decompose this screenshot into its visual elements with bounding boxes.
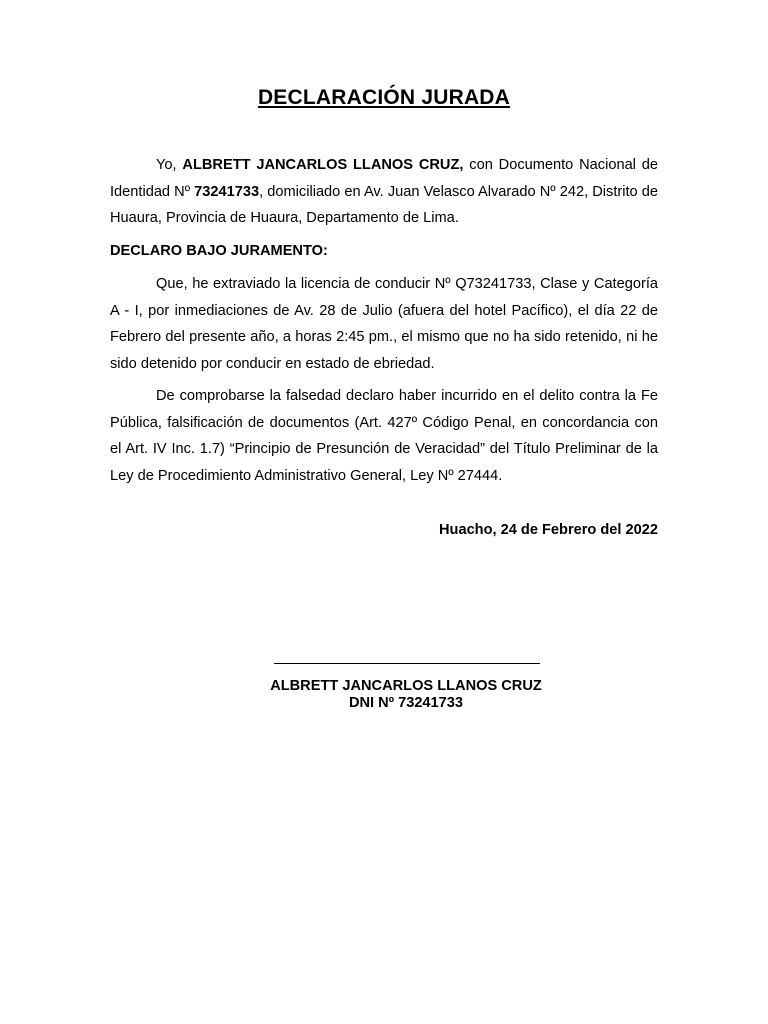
signature-dni: DNI Nº 73241733 bbox=[348, 695, 464, 711]
identity-text-a: con Documento Nacional de Identidad Nº bbox=[110, 157, 659, 200]
declarant-dni: 73241733 bbox=[194, 183, 260, 200]
declarant-name: ALBRETT JANCARLOS LLANOS CRUZ, bbox=[182, 157, 464, 173]
declaration-heading: DECLARO BAJO JURAMENTO: bbox=[110, 243, 328, 259]
signature-name: ALBRETT JANCARLOS LLANOS CRUZ bbox=[270, 678, 542, 694]
identity-paragraph bbox=[110, 152, 658, 232]
place-date: Huacho, 24 de Febrero del 2022 bbox=[439, 522, 658, 538]
document-title: DECLARACIÓN JURADA bbox=[257, 86, 511, 109]
loss-paragraph: Que, he extraviado la licencia de conducir Nº Q73241733, Clase y Categoría A - I, por inmediaciones de Av. 28 de Julio (afuera del hotel Pacífico), el día 22 de Febrero del presente año, a horas 2:45 pm., el mismo que no ha sido retenido, ni he sido detenido por conducir en estado de ebriedad. bbox=[110, 276, 658, 372]
legal-paragraph: De comprobarse la falsedad declaro haber incurrido en el delito contra la Fe Pública, falsificación de documentos (Art. 427º Código Penal, en concordancia con el Art. IV Inc. 1.7) “Principio de Presunción de Veracidad” del Título Preliminar de la Ley de Procedimiento Administrativo General, Ley Nº 27444. bbox=[110, 388, 658, 484]
signature-line bbox=[274, 663, 540, 664]
identity-text-b: , domiciliado en Av. Juan Velasco Alvarado Nº 242, Distrito de Huaura, Provincia de Huaura, Departamento de Lima. bbox=[110, 183, 659, 226]
identity-intro: Yo, bbox=[156, 157, 183, 173]
